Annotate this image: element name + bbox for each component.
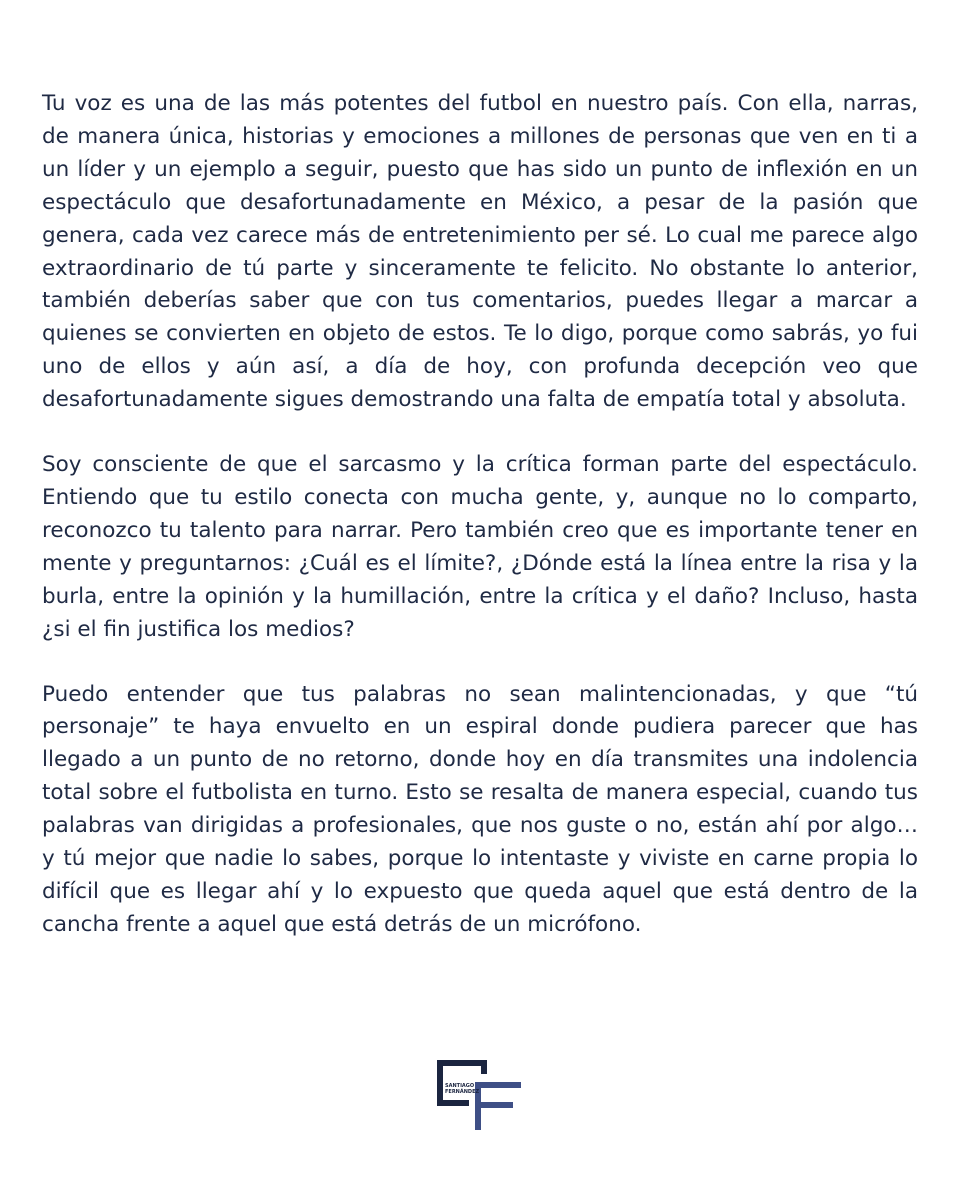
letter-paragraph-2: Soy consciente de que el sarcasmo y la crítica forman parte del espectáculo. Entiendo que tu estilo conecta con mucha gente, y, aunque no lo comparto, reconozco tu talento para narrar. Pero también creo que es importante tener en mente y preguntarnos: ¿Cuál es el límite?, ¿Dónde está la línea entre la risa y la burla, entre la opinión y la humillación, entre la crítica y el daño? Incluso, hasta ¿si el fin justifica los medios? [42, 452, 918, 642]
letter-paragraph-3: Puedo entender que tus palabras no sean malintencionadas, y que “tú personaje” te haya envuelto en un espiral donde pudiera parecer que has llegado a un punto de no retorno, donde hoy en día transmites una indolencia total sobre el futbolista en turno. Esto se resalta de manera especial, cuando tus palabras van dirigidas a profesionales, que nos guste o no, están ahí por algo… y tú mejor que nadie lo sabes, porque lo intentaste y viviste en carne propia lo difícil que es llegar ahí y lo expuesto que queda aquel que está dentro de la cancha frente a aquel que está detrás de un micrófono. [42, 681, 918, 937]
logo-f-middle [475, 1102, 513, 1108]
logo-wordmark-line2: FERNÁNDEZ [445, 1089, 480, 1095]
logo-bar-bottom [437, 1100, 469, 1106]
letter-body [42, 88, 918, 974]
santiago-fernandez-logo [437, 1060, 525, 1132]
sf-monogram-icon [437, 1060, 525, 1132]
logo-bar-top-right [481, 1060, 487, 1074]
logo-f-top [475, 1082, 521, 1088]
logo-bar-left [437, 1060, 443, 1104]
logo-wordmark-line1: SANTIAGO [445, 1083, 475, 1089]
logo-bar-top [437, 1060, 487, 1066]
letter-paragraph-1: Tu voz es una de las más potentes del futbol en nuestro país. Con ella, narras, de manera única, historias y emociones a millones de personas que ven en ti a un líder y un ejemplo a seguir, puesto que has sido un punto de inflexión en un espectáculo que desafortunadamente en México, a pesar de la pasión que genera, cada vez carece más de entretenimiento per sé. Lo cual me parece algo extraordinario de tú parte y sinceramente te felicito. No obstante lo anterior, también deberías saber que con tus comentarios, puedes llegar a marcar a quienes se convierten en objeto de estos. Te lo digo, porque como sabrás, yo fui uno de ellos y aún así, a día de hoy, con profunda decepción veo que desafortunadamente sigues demostrando una falta de empatía total y absoluta. [42, 91, 918, 413]
